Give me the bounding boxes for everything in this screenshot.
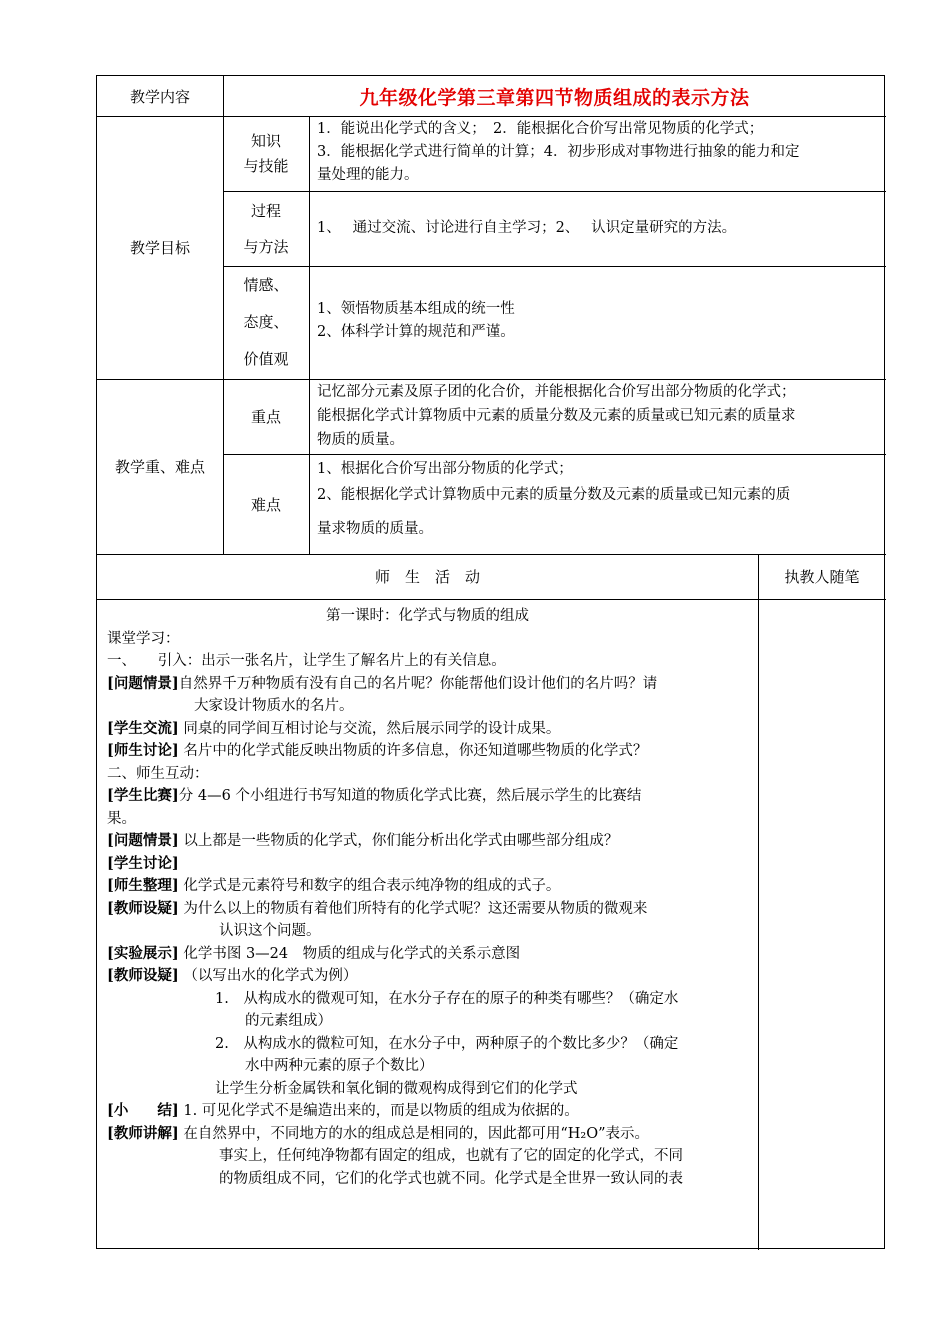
activity-line-label: [学生讨论]	[107, 854, 179, 872]
activity-line	[107, 763, 758, 786]
activity-line	[107, 1010, 758, 1033]
activity-line-label: [师生讨论]	[107, 742, 179, 759]
activity-line-label: [小 结]	[107, 1102, 179, 1119]
activity-line-text: 的物质组成不同，它们的化学式也就不同。化学式是全世界一致认同的表	[219, 1170, 683, 1187]
lesson-title: 第一课时：化学式与物质的组成	[326, 608, 529, 624]
activity-header: 师 生 活 动	[374, 568, 480, 586]
activity-line-text: 事实上，任何纯净物都有固定的组成，也就有了它的固定的化学式，不同	[219, 1148, 683, 1164]
activity-line-label: [学生交流]	[107, 719, 179, 737]
activity-line-text: 课堂学习：	[107, 630, 180, 647]
activity-line	[107, 830, 758, 853]
activity-lines	[97, 628, 758, 1191]
activity-line-text: 让学生分析金属铁和氧化铜的微观构成得到它们的化学式	[215, 1080, 578, 1097]
activity-line-text: 同桌的同学间互相讨论与交流，然后展示同学的设计成果。	[178, 720, 561, 737]
activity-line-text: 一、 引入：出示一张名片，让学生了解名片上的有关信息。	[107, 653, 506, 669]
activity-line-text: 1. 从构成水的微观可知，在水分子存在的原子的种类有哪些？（确定水	[215, 990, 679, 1007]
activity-line	[107, 875, 758, 898]
activity-line-text: 在自然界中，不同地方的水的组成总是相同的，因此都可用“H₂O”表示。	[178, 1125, 650, 1142]
activity-line-label: [问题情景]	[107, 832, 179, 849]
activity-line	[107, 920, 758, 943]
activity-line-label: [教师设疑]	[107, 899, 179, 917]
activity-line	[107, 1123, 758, 1146]
activity-line-text: 1. 可见化学式不是编造出来的，而是以物质的组成为依据的。	[178, 1103, 579, 1119]
notes-column[interactable]	[758, 601, 886, 1250]
activity-line-text: 以上都是一些物质的化学式，你们能分析出化学式由哪些部分组成？	[178, 833, 619, 849]
activity-line	[107, 650, 758, 673]
activity-line	[107, 1055, 758, 1078]
activity-line-text: 化学书图 3—24 物质的组成与化学式的关系示意图	[178, 945, 521, 962]
activity-line	[107, 898, 758, 921]
activity-line-label: [学生比赛]	[107, 787, 179, 804]
keypoints-label: 教学重、难点	[114, 458, 205, 476]
activity-line	[107, 1100, 758, 1123]
objective-knowledge-text: 1．能说出化学式的含义； 2．能根据化合价写出常见物质的化学式； 3．能根据化学式进行简单的计算；4．初步形成对事物进行抽象的能力和定 量处理的能力。	[317, 121, 800, 183]
activity-line-text: 自然界千万种物质有没有自己的名片呢？你能帮他们设计他们的名片吗？请	[178, 675, 658, 692]
activity-line-label: [问题情景]	[107, 674, 179, 692]
keypoint-difficulty-text: 1、根据化合价写出部分物质的化学式； 2、能根据化学式计算物质中元素的质量分数及元素的质量或已知元素的质 量求物质的质量。	[317, 461, 791, 537]
activity-line-text: 名片中的化学式能反映出物质的许多信息，你还知道哪些物质的化学式？	[178, 743, 648, 759]
objectives-label: 教学目标	[129, 239, 190, 257]
content-label: 教学内容	[129, 87, 190, 106]
activity-line-label: [实验展示]	[107, 944, 179, 962]
activity-line-text: 分 4—6 个小组进行书写知道的物质化学式比赛，然后展示学生的比赛结	[178, 788, 642, 804]
objective-sub-process: 过程 与方法	[243, 201, 289, 256]
objective-sub-emotion: 情感、 态度、 价值观	[243, 276, 289, 368]
activity-line-text: 为什么以上的物质有着他们所特有的化学式呢？这还需要从物质的微观来	[178, 900, 648, 917]
activity-line	[107, 943, 758, 966]
activity-line-label: [师生整理]	[107, 877, 179, 894]
activity-line-text: 化学式是元素符号和数字的组合表示纯净物的组成的式子。	[178, 878, 561, 894]
activity-line	[107, 785, 758, 808]
keypoint-focus-text: 记忆部分元素及原子团的化合价，并能根据化合价写出部分物质的化学式； 能根据化学式计算物质中元素的质量分数及元素的质量或已知元素的质量求 物质的质量。	[317, 384, 796, 448]
activity-line-label: [教师设疑]	[107, 967, 179, 984]
page-title: 九年级化学第三章第四节物质组成的表示方法	[359, 86, 750, 109]
activity-line-text: 2. 从构成水的微粒可知，在水分子中，两种原子的个数比多少？（确定	[215, 1035, 679, 1052]
activity-line	[107, 853, 758, 876]
objective-sub-knowledge: 知识 与技能	[243, 131, 289, 175]
activity-line	[107, 965, 758, 988]
activity-body	[97, 601, 758, 1250]
activity-line-text: 果。	[107, 810, 136, 827]
activity-line-text: 认识这个问题。	[219, 923, 321, 939]
notes-header: 执教人随笔	[784, 568, 860, 586]
activity-line-label: [教师讲解]	[107, 1124, 179, 1142]
activity-line	[107, 808, 758, 831]
activity-line-text: （以写出水的化学式为例）	[178, 968, 358, 984]
lesson-plan-table	[96, 75, 885, 1249]
keypoint-sub-difficulty: 难点	[250, 495, 281, 514]
objective-emotion-text: 1、领悟物质基本组成的统一性 2、体科学计算的规范和严谨。	[317, 301, 515, 340]
activity-line-text: 的元素组成）	[245, 1013, 332, 1029]
activity-line-text: 水中两种元素的原子个数比）	[245, 1058, 434, 1074]
activity-line	[107, 1168, 758, 1191]
activity-line	[107, 673, 758, 696]
activity-line	[107, 1033, 758, 1056]
activity-line	[107, 1145, 758, 1168]
activity-line-text: 大家设计物质水的名片。	[194, 698, 354, 714]
activity-line	[107, 740, 758, 763]
objective-process-text: 1、 通过交流、讨论进行自主学习；2、 认识定量研究的方法。	[317, 220, 737, 236]
activity-line	[107, 1078, 758, 1101]
activity-line-text: 二、师生互动：	[107, 765, 209, 782]
activity-line	[107, 988, 758, 1011]
activity-line	[107, 695, 758, 718]
activity-line	[107, 628, 758, 651]
activity-line	[107, 718, 758, 741]
keypoint-sub-focus: 重点	[250, 408, 281, 426]
